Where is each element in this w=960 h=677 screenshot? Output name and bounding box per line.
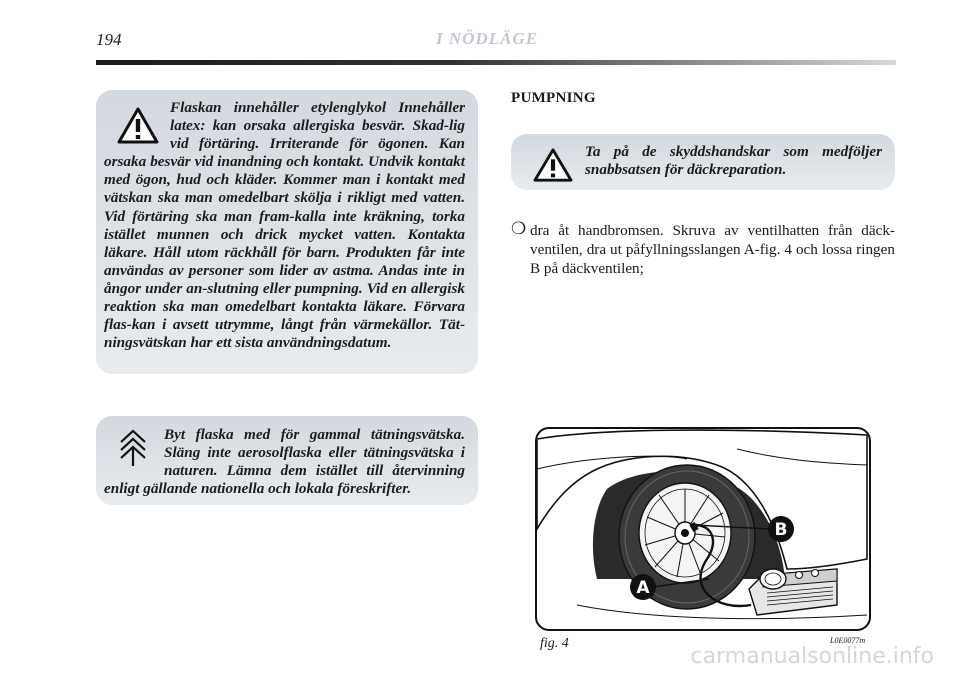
step-text: dra åt handbromsen. Skruva av ventilhatten från däck-ventilen, dra ut påfyllningsslangen A-fig. 4 och lossa ringen B på däckventilen; [530, 222, 895, 277]
page-number: 194 [96, 30, 122, 49]
environment-note-box [96, 416, 478, 505]
figure-4-illustration [535, 427, 871, 631]
figure-caption: fig. 4 [540, 636, 569, 651]
header-rule [96, 60, 896, 65]
label-b-text: B [774, 520, 788, 540]
bullet-marker: ❍ [511, 219, 527, 238]
allergy-warning-box [96, 90, 478, 374]
running-section-title: I NÖDLÄGE [436, 29, 539, 48]
warning-triangle-icon [531, 147, 575, 183]
gloves-warning-text: Ta på de skyddshandskar som medföljer snabbsatsen för däckreparation. [585, 143, 882, 179]
tire-inflation-drawing [537, 429, 869, 629]
figure-code: L0E0077m [830, 636, 866, 645]
label-a-text: A [636, 578, 650, 598]
step-list-item [511, 219, 895, 278]
allergy-warning-text: Flaskan innehåller etylenglykol Innehåller latex: kan orsaka allergiska besvär. Skad-lig vid förtäring. Irriterande för ögonen. Kan orsaka besvär vid inandning och kontakt. Undvik kontakt med ögon, hud och kläder. Kommer man i kontakt med vätskan ska man omedelbart skölja i rikligt med vatten. Vid förtäring ska man fram-kalla inte kräkning, torka istället munnen och drick mycket vatten. Kontakta läkare. Håll utom räckhåll för barn. Produkten får inte användas av personer som lider av astma. Andas inte in ångor under an-slutning eller pumpning. Vid en allergisk reaktion ska man omedelbart kontakta läkare. Förvara flas-kan i avsett utrymme, långt från värmekällor. Tät-ningsvätskan har ett sista användningsdatum. [104, 99, 465, 352]
watermark: carmanualsonline.info [690, 644, 934, 669]
section-heading: PUMPNING [511, 90, 596, 106]
warning-triangle-icon [116, 105, 160, 145]
gloves-warning-box [511, 134, 895, 190]
environment-note-text: Byt flaska med för gammal tätningsvätska. Släng inte aerosolflaska eller tätningsvätska i naturen. Lämna dem istället till återvinning enligt gällande nationella och lokala föreskrifter. [104, 426, 465, 498]
recycle-arrows-icon [118, 428, 148, 468]
